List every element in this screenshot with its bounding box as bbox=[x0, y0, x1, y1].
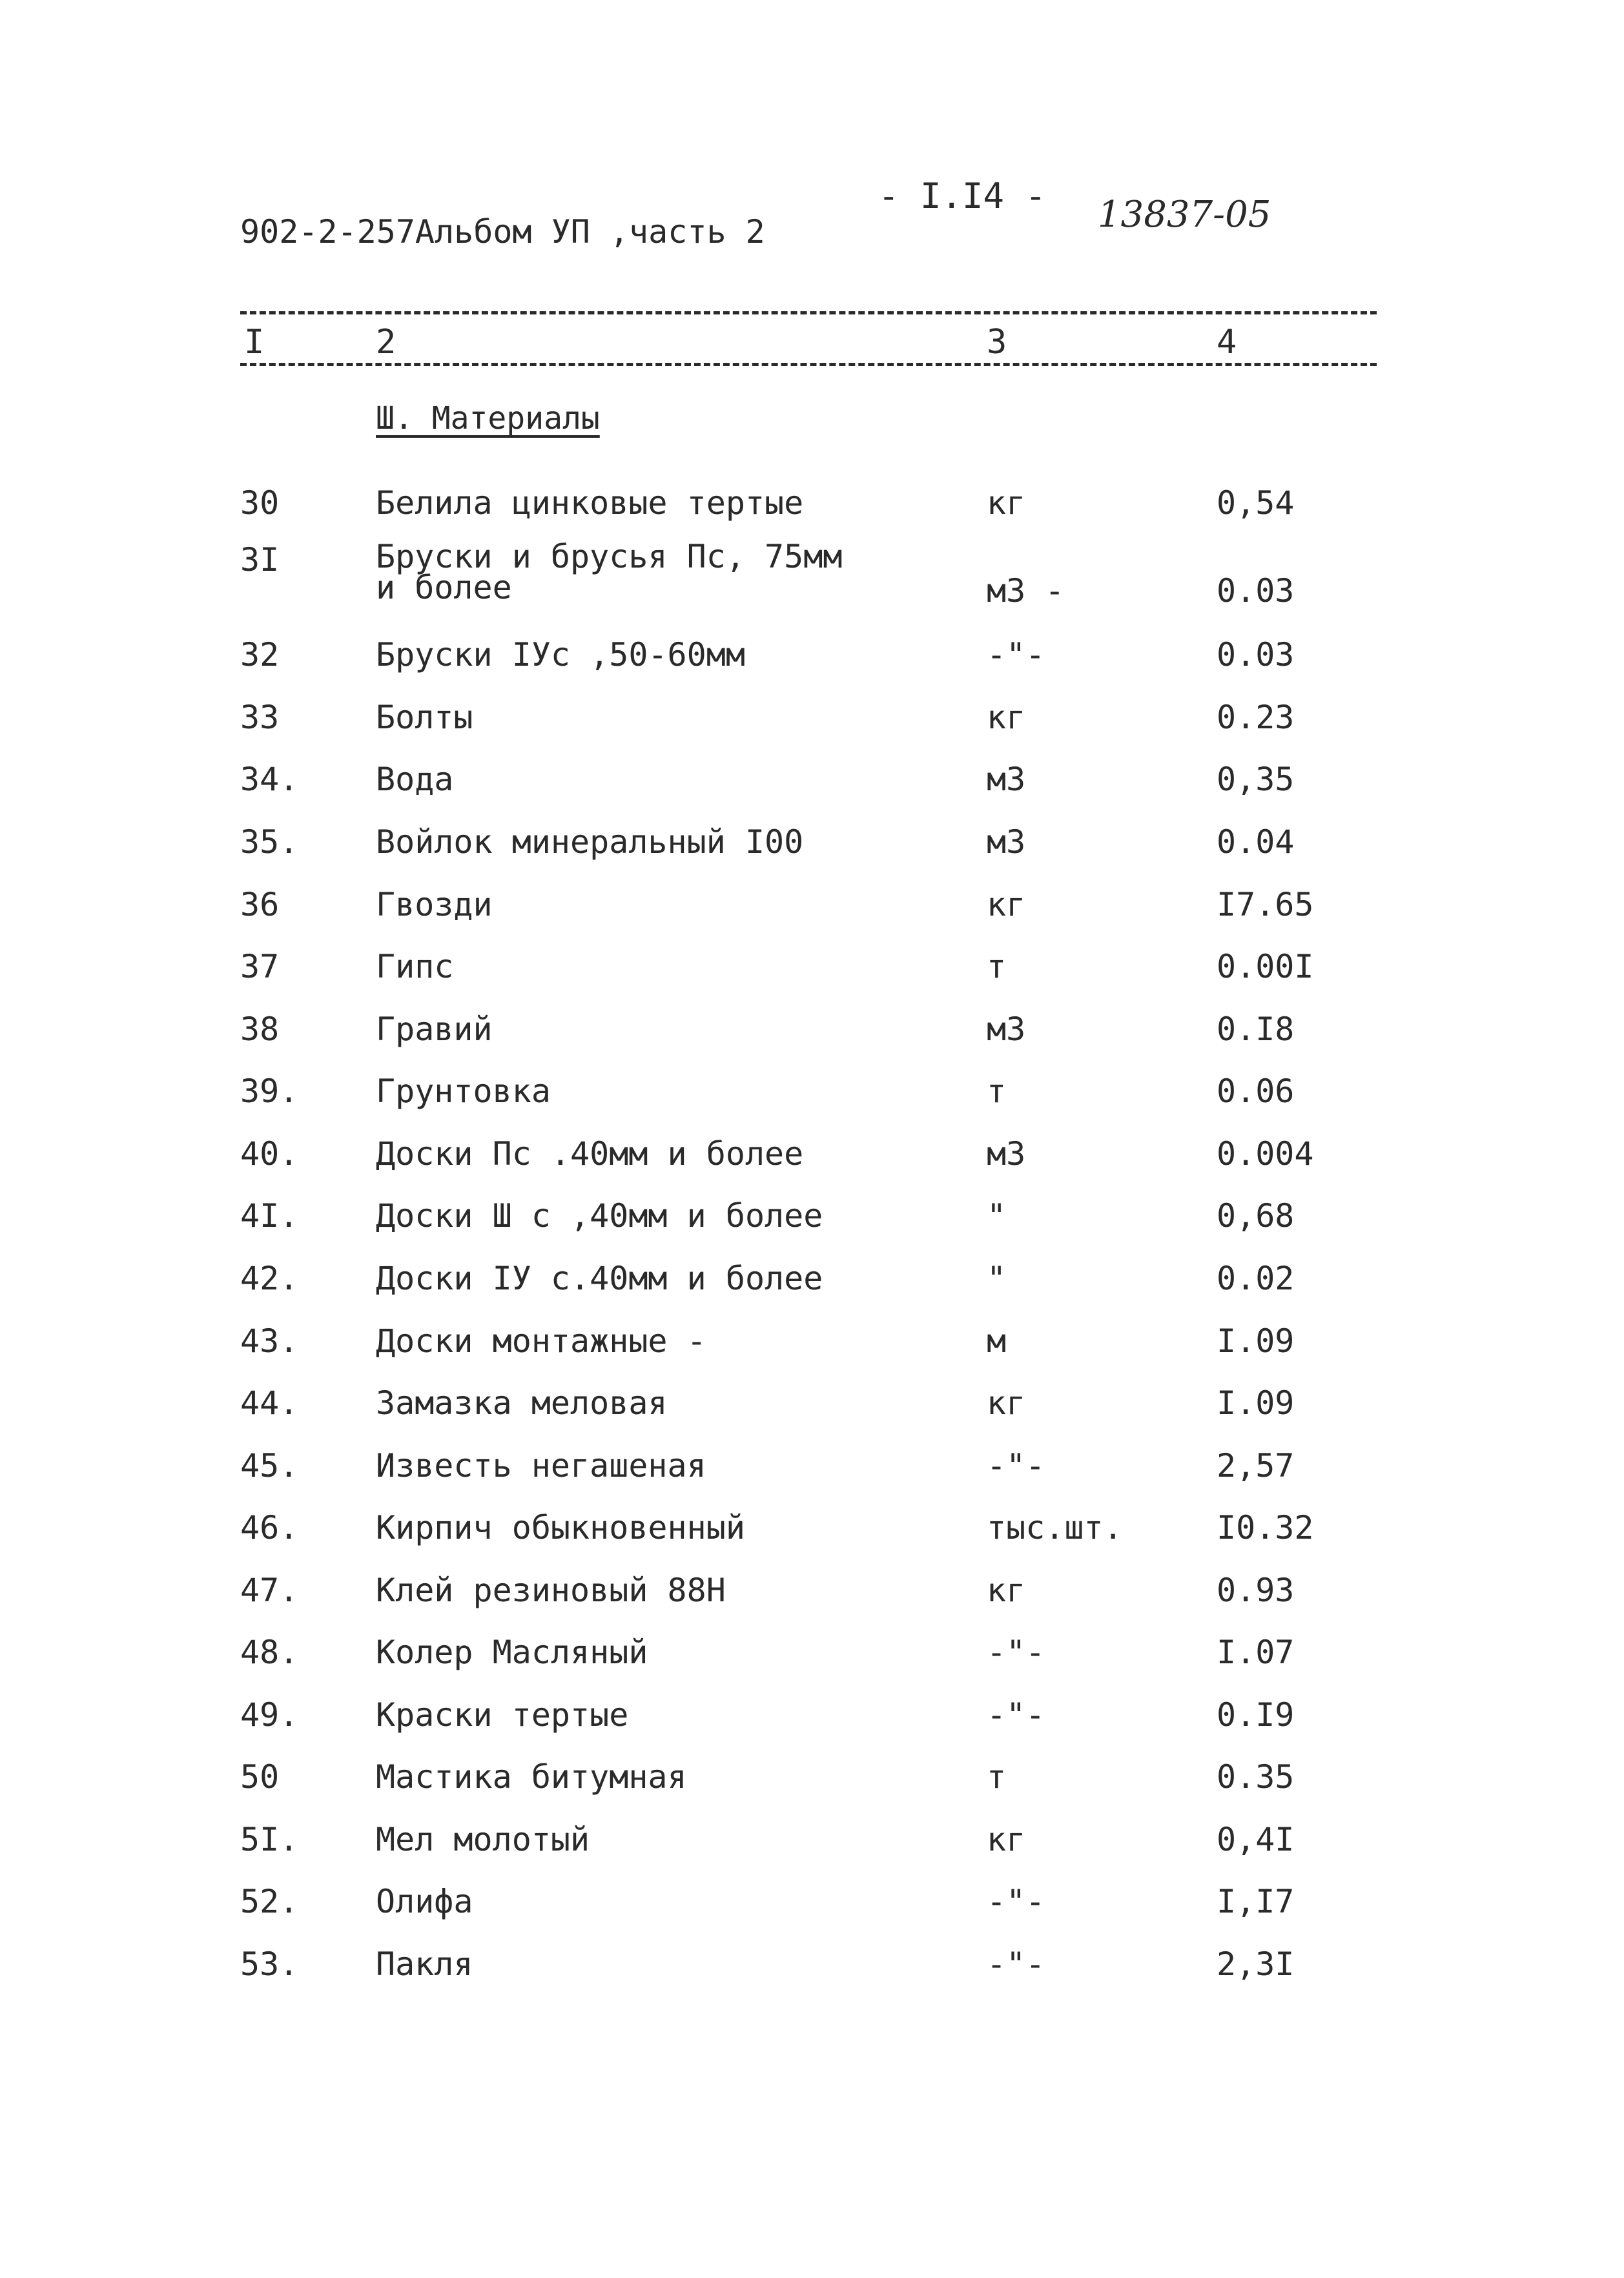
table-row bbox=[0, 1447, 1624, 1509]
row-number: 44. bbox=[240, 1384, 299, 1422]
material-name: Бруски IУс ,50-60мм bbox=[376, 636, 745, 673]
quantity: 0,68 bbox=[1217, 1197, 1295, 1235]
unit-of-measure: -"- bbox=[987, 1634, 1045, 1671]
material-name: Мел молотый bbox=[376, 1821, 590, 1858]
row-number: 48. bbox=[240, 1634, 299, 1671]
quantity: 0.00I bbox=[1217, 948, 1314, 985]
row-number: 40. bbox=[240, 1135, 299, 1173]
material-name: Белила цинковые тертые bbox=[376, 484, 804, 522]
material-name: Гипс bbox=[376, 948, 454, 985]
table-row bbox=[0, 1384, 1624, 1446]
material-name: Доски Пс .40мм и более bbox=[376, 1135, 804, 1173]
table-row bbox=[0, 538, 1624, 610]
row-number: 45. bbox=[240, 1447, 299, 1484]
row-number: 47. bbox=[240, 1572, 299, 1609]
table-header-rule bbox=[240, 363, 1377, 366]
material-name: Доски IУ с.40мм и более bbox=[376, 1260, 823, 1297]
material-name: Доски монтажные - bbox=[376, 1322, 706, 1360]
row-number: 30 bbox=[240, 484, 280, 522]
material-name: Мастика битумная bbox=[376, 1758, 687, 1796]
table-row bbox=[0, 1322, 1624, 1384]
row-number: 50 bbox=[240, 1758, 280, 1796]
unit-of-measure: -"- bbox=[987, 1447, 1045, 1484]
table-row bbox=[0, 761, 1624, 823]
unit-of-measure: т bbox=[987, 1758, 1007, 1796]
unit-of-measure: " bbox=[987, 1260, 1007, 1297]
table-row bbox=[0, 886, 1624, 948]
unit-of-measure: м3 bbox=[987, 1135, 1026, 1173]
unit-of-measure: тыс.шт. bbox=[987, 1509, 1123, 1546]
row-number: 53. bbox=[240, 1945, 299, 1983]
unit-of-measure: кг bbox=[987, 1572, 1026, 1609]
column-header-3: 3 bbox=[987, 323, 1007, 362]
table-row bbox=[0, 1572, 1624, 1634]
page-number: - I.I4 - bbox=[878, 176, 1047, 216]
quantity: I.07 bbox=[1217, 1634, 1295, 1671]
unit-of-measure: кг bbox=[987, 1821, 1026, 1858]
material-name: Войлок минеральный I00 bbox=[376, 823, 804, 861]
table-row bbox=[0, 1696, 1624, 1758]
material-name: Кирпич обыкновенный bbox=[376, 1509, 745, 1546]
section-title: Ш. Материалы bbox=[376, 400, 600, 436]
row-number: 37 bbox=[240, 948, 280, 985]
unit-of-measure: кг bbox=[987, 886, 1026, 923]
unit-of-measure: м3 bbox=[987, 1011, 1026, 1048]
quantity: 0.04 bbox=[1217, 823, 1295, 861]
table-row bbox=[0, 484, 1624, 546]
material-name: Вода bbox=[376, 761, 454, 798]
material-name: Пакля bbox=[376, 1945, 473, 1983]
quantity: 0.I9 bbox=[1217, 1696, 1295, 1734]
quantity: 0,35 bbox=[1217, 761, 1295, 798]
quantity: I7.65 bbox=[1217, 886, 1314, 923]
material-name: Замазка меловая bbox=[376, 1384, 668, 1422]
unit-of-measure: " bbox=[987, 1197, 1007, 1235]
material-name: Доски Ш с ,40мм и более bbox=[376, 1197, 823, 1235]
material-name: Гравий bbox=[376, 1011, 493, 1048]
material-name: Известь негашеная bbox=[376, 1447, 706, 1484]
column-header-1: I bbox=[244, 323, 265, 362]
unit-of-measure: -"- bbox=[987, 1883, 1045, 1920]
table-row bbox=[0, 948, 1624, 1010]
unit-of-measure: кг bbox=[987, 1384, 1026, 1422]
quantity: I,I7 bbox=[1217, 1883, 1295, 1920]
unit-of-measure: м3 bbox=[987, 823, 1026, 861]
quantity: 0.93 bbox=[1217, 1572, 1295, 1609]
table-row bbox=[0, 1509, 1624, 1571]
material-name: Олифа bbox=[376, 1883, 473, 1920]
row-number: 33 bbox=[240, 699, 280, 736]
material-name: Грунтовка bbox=[376, 1072, 551, 1110]
table-row bbox=[0, 1260, 1624, 1322]
quantity: I.09 bbox=[1217, 1384, 1295, 1422]
row-number: 38 bbox=[240, 1011, 280, 1048]
unit-of-measure: т bbox=[987, 1072, 1007, 1110]
handwritten-number: 13837-05 bbox=[1098, 194, 1271, 236]
table-row bbox=[0, 1758, 1624, 1820]
row-number: 39. bbox=[240, 1072, 299, 1110]
table-row bbox=[0, 636, 1624, 698]
quantity: 0.03 bbox=[1217, 572, 1295, 610]
material-name: Клей резиновый 88Н bbox=[376, 1572, 726, 1609]
unit-of-measure: -"- bbox=[987, 1696, 1045, 1734]
quantity: I0.32 bbox=[1217, 1509, 1314, 1546]
table-row bbox=[0, 1883, 1624, 1945]
row-number: 34. bbox=[240, 761, 299, 798]
quantity: 0.004 bbox=[1217, 1135, 1314, 1173]
table-top-rule bbox=[240, 311, 1377, 314]
quantity: 0,4I bbox=[1217, 1821, 1295, 1858]
material-name: Колер Масляный bbox=[376, 1634, 648, 1671]
quantity: 0.06 bbox=[1217, 1072, 1295, 1110]
unit-of-measure: -"- bbox=[987, 1945, 1045, 1983]
table-row bbox=[0, 1634, 1624, 1696]
unit-of-measure: т bbox=[987, 948, 1007, 985]
table-row bbox=[0, 699, 1624, 761]
quantity: 0.03 bbox=[1217, 636, 1295, 673]
quantity: 2,3I bbox=[1217, 1945, 1295, 1983]
quantity: 0.I8 bbox=[1217, 1011, 1295, 1048]
row-number: 35. bbox=[240, 823, 299, 861]
row-number: 32 bbox=[240, 636, 280, 673]
unit-of-measure: м bbox=[987, 1322, 1007, 1360]
row-number: 4I. bbox=[240, 1197, 299, 1235]
table-row bbox=[0, 1945, 1624, 2007]
quantity: 0.23 bbox=[1217, 699, 1295, 736]
table-row bbox=[0, 823, 1624, 885]
table-row bbox=[0, 1011, 1624, 1072]
row-number: 43. bbox=[240, 1322, 299, 1360]
material-name: Гвозди bbox=[376, 886, 493, 923]
row-number: 52. bbox=[240, 1883, 299, 1920]
unit-of-measure: м3 - bbox=[987, 572, 1065, 610]
row-number: 36 bbox=[240, 886, 280, 923]
row-number: 46. bbox=[240, 1509, 299, 1546]
column-header-2: 2 bbox=[376, 323, 396, 362]
table-row bbox=[0, 1135, 1624, 1197]
unit-of-measure: кг bbox=[987, 484, 1026, 522]
row-number: 49. bbox=[240, 1696, 299, 1734]
quantity: 2,57 bbox=[1217, 1447, 1295, 1484]
row-number: 3I bbox=[240, 541, 280, 579]
material-name: Бруски и брусья Пс, 75мм и более bbox=[376, 538, 843, 606]
unit-of-measure: кг bbox=[987, 699, 1026, 736]
quantity: I.09 bbox=[1217, 1322, 1295, 1360]
table-row bbox=[0, 1821, 1624, 1883]
material-name: Болты bbox=[376, 699, 473, 736]
quantity: 0.02 bbox=[1217, 1260, 1295, 1297]
table-row bbox=[0, 1072, 1624, 1134]
row-number: 5I. bbox=[240, 1821, 299, 1858]
unit-of-measure: -"- bbox=[987, 636, 1045, 673]
quantity: 0.35 bbox=[1217, 1758, 1295, 1796]
quantity: 0,54 bbox=[1217, 484, 1295, 522]
unit-of-measure: м3 bbox=[987, 761, 1026, 798]
material-name: Краски тертые bbox=[376, 1696, 629, 1734]
column-header-4: 4 bbox=[1217, 323, 1237, 362]
document-reference: 902-2-257Альбом УП ,часть 2 bbox=[240, 213, 765, 251]
table-row bbox=[0, 1197, 1624, 1259]
row-number: 42. bbox=[240, 1260, 299, 1297]
